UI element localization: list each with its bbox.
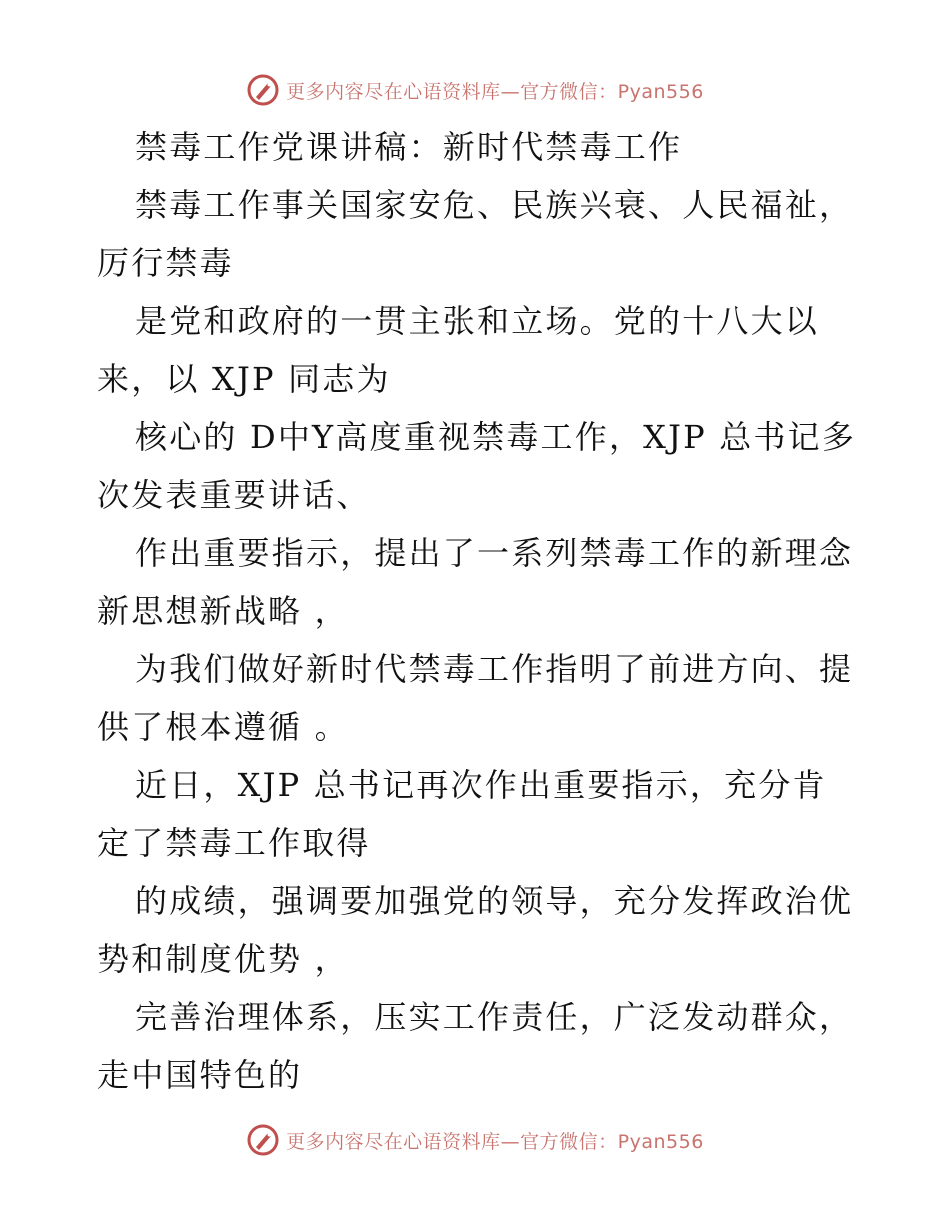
paragraph: 为我们做好新时代禁毒工作指明了前进方向、提供了根本遵循 。 xyxy=(97,650,854,746)
paragraph: 禁毒工作事关国家安危、民族兴衰、人民福祉，厉行禁毒 xyxy=(97,186,854,282)
paragraph: 是党和政府的一贯主张和立场。党的十八大以来，以 XJP 同志为 xyxy=(97,302,820,398)
document-body xyxy=(97,118,857,1104)
paragraph: 完善治理体系，压实工作责任，广泛发动群众，走中国特色的 xyxy=(97,998,854,1094)
watermark-text: 更多内容尽在心语资料库—官方微信：Pyan556 xyxy=(286,80,704,103)
header-watermark xyxy=(0,70,950,110)
watermark-text: 更多内容尽在心语资料库—官方微信：Pyan556 xyxy=(286,1130,704,1153)
pen-nib-circle-icon xyxy=(246,1123,280,1157)
pen-nib-circle-icon xyxy=(246,73,280,107)
paragraph: 核心的 D中Y高度重视禁毒工作，XJP 总书记多次发表重要讲话、 xyxy=(97,418,857,514)
paragraph: 近日，XJP 总书记再次作出重要指示，充分肯定了禁毒工作取得 xyxy=(97,766,827,862)
paragraph: 的成绩，强调要加强党的领导，充分发挥政治优势和制度优势 ， xyxy=(97,882,854,978)
document-title: 禁毒工作党课讲稿：新时代禁毒工作 xyxy=(135,128,683,166)
footer-watermark xyxy=(0,1120,950,1160)
paragraph: 作出重要指示，提出了一系列禁毒工作的新理念新思想新战略 ， xyxy=(97,534,854,630)
